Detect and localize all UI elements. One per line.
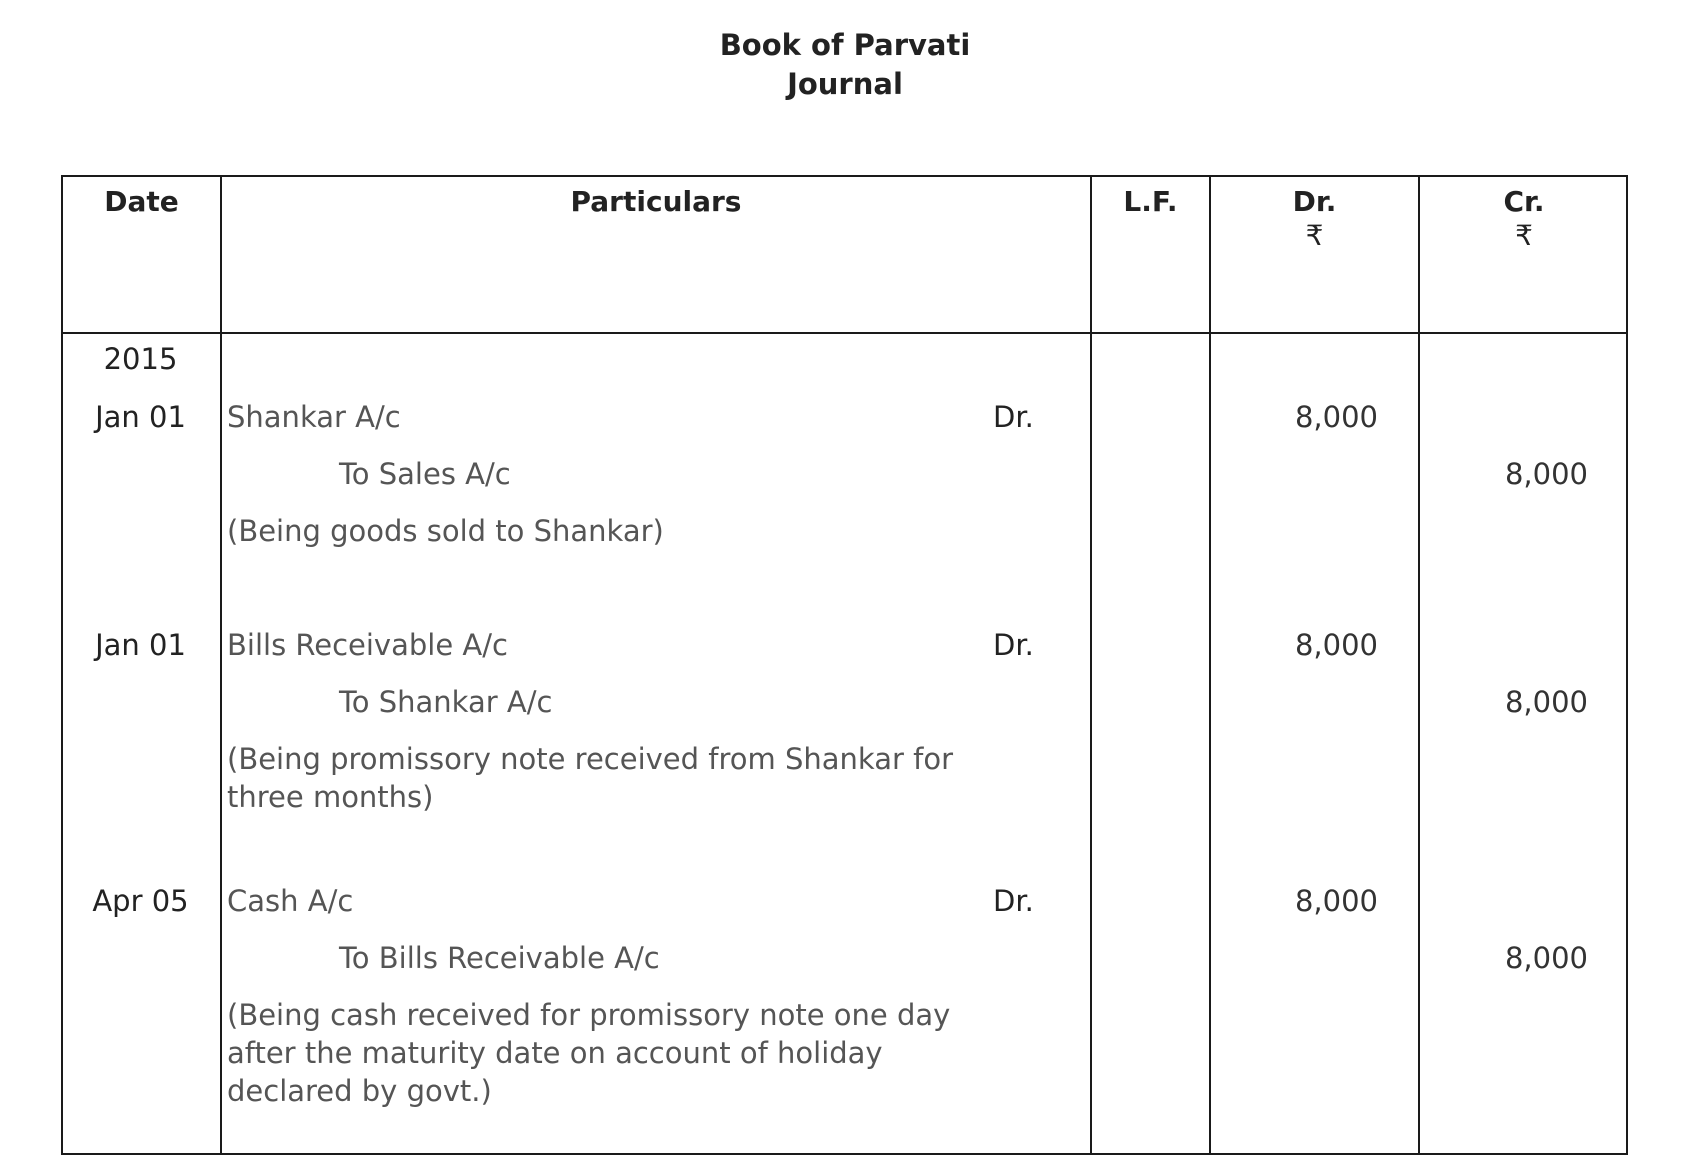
document-title bbox=[0, 26, 1690, 104]
journal-table bbox=[61, 175, 1628, 1155]
header-particulars: Particulars bbox=[570, 185, 742, 218]
header-separator bbox=[63, 332, 1626, 334]
book-title: Book of Parvati bbox=[719, 28, 971, 62]
debit-amount: 8,000 bbox=[1294, 628, 1378, 662]
entry-date: Apr 05 bbox=[92, 884, 189, 918]
entry-date: Jan 01 bbox=[95, 400, 186, 434]
debit-account: Cash A/c bbox=[227, 884, 354, 918]
credit-amount: 8,000 bbox=[1504, 457, 1588, 491]
credit-amount: 8,000 bbox=[1504, 941, 1588, 975]
credit-account: To Sales A/c bbox=[339, 457, 511, 491]
column-divider-lf bbox=[1209, 177, 1211, 1153]
dr-mark: Dr. bbox=[993, 400, 1034, 434]
column-divider-dr bbox=[1418, 177, 1420, 1153]
debit-amount: 8,000 bbox=[1294, 400, 1378, 434]
header-date: Date bbox=[104, 185, 179, 218]
entry-date: Jan 01 bbox=[95, 628, 186, 662]
header-cr bbox=[1420, 185, 1628, 253]
column-divider-particulars bbox=[1090, 177, 1092, 1153]
credit-account: To Shankar A/c bbox=[339, 685, 553, 719]
narration: (Being promissory note received from Shankar for three months) bbox=[227, 742, 953, 814]
header-dr-label: Dr. bbox=[1292, 185, 1337, 218]
header-cr-label: Cr. bbox=[1503, 185, 1545, 218]
debit-account: Bills Receivable A/c bbox=[227, 628, 508, 662]
header-cr-currency: ₹ bbox=[1515, 219, 1533, 252]
journal-title: Journal bbox=[787, 67, 903, 101]
credit-account: To Bills Receivable A/c bbox=[339, 941, 660, 975]
narration: (Being cash received for promissory note one day after the maturity date on account of holiday declared by govt.) bbox=[227, 998, 951, 1108]
credit-amount: 8,000 bbox=[1504, 685, 1588, 719]
column-divider-date bbox=[220, 177, 222, 1153]
header-dr bbox=[1211, 185, 1418, 253]
header-lf: L.F. bbox=[1123, 185, 1178, 218]
debit-amount: 8,000 bbox=[1294, 884, 1378, 918]
debit-account: Shankar A/c bbox=[227, 400, 401, 434]
dr-mark: Dr. bbox=[993, 884, 1034, 918]
header-dr-currency: ₹ bbox=[1305, 219, 1324, 252]
narration: (Being goods sold to Shankar) bbox=[227, 514, 664, 548]
dr-mark: Dr. bbox=[993, 628, 1034, 662]
year-label: 2015 bbox=[103, 342, 178, 376]
